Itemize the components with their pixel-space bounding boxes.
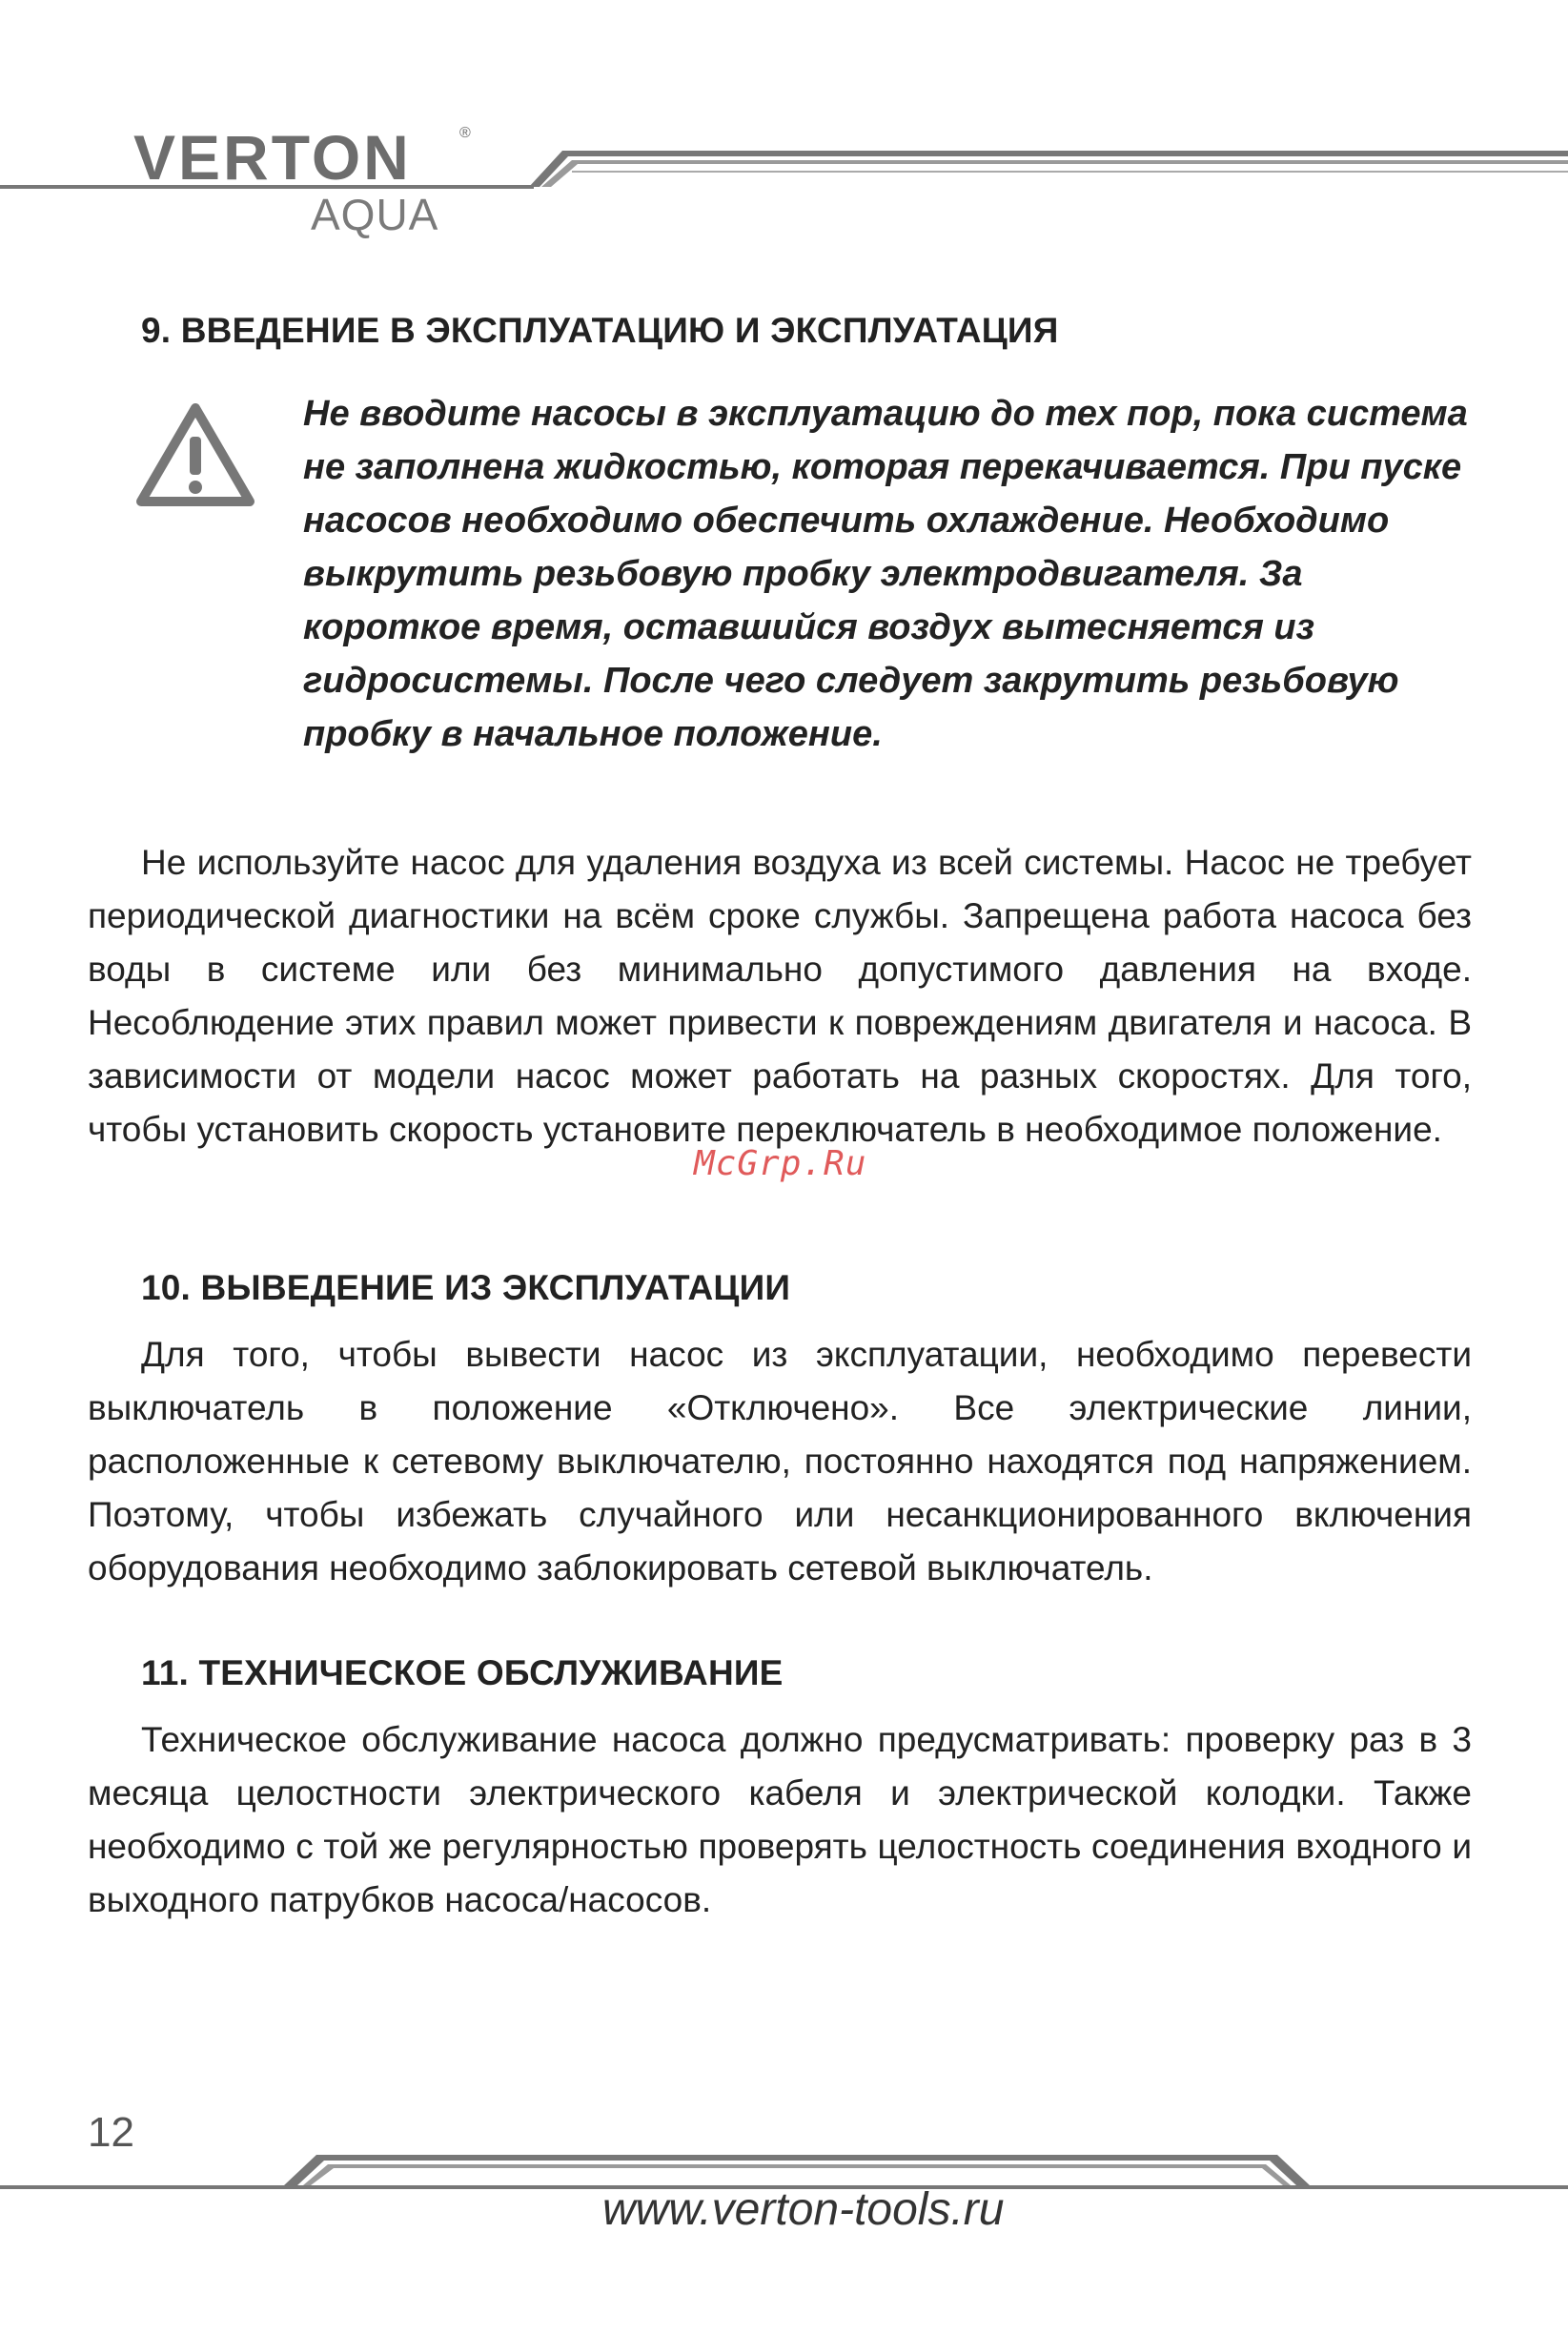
warning-text: Не вводите насосы в эксплуатацию до тех пор, пока система не заполнена жидкостью, которая перекачивается. При пуске насосов необходимо обеспечить охлаждение. Необходимо выкрутить резьбовую пробку электродвигателя. За короткое время, оставшийся воздух вытесняется из гидросистемы. После чего следует закрутить резьбовую пробку в начальное положение. <box>303 394 1468 754</box>
logo-brand-text: VERTON <box>133 122 412 193</box>
watermark: McGrp.Ru <box>694 1144 867 1183</box>
warning-triangle-icon <box>135 400 255 509</box>
website-url: www.verton-tools.ru <box>602 2184 1005 2235</box>
registered-mark: ® <box>459 125 471 141</box>
section-9-title: 9. ВВЕДЕНИЕ В ЭКСПЛУАТАЦИЮ И ЭКСПЛУАТАЦИЯ <box>141 311 1059 350</box>
logo-sub-text: AQUA <box>311 190 439 239</box>
section-10-body: Для того, чтобы вывести насос из эксплуатации, необходимо перевести выключатель в положение «Отключено». Все электрические линии, расположенные к сетевому выключателю, постоянно находятся под напряжением. Поэтому, чтобы избежать случайного или несанкционированного включения оборудования необходимо заблокировать сетевой выключатель. <box>88 1335 1472 1587</box>
page-number: 12 <box>88 2109 134 2156</box>
section-11-title: 11. ТЕХНИЧЕСКОЕ ОБСЛУЖИВАНИЕ <box>141 1653 784 1692</box>
section-11-body: Техническое обслуживание насоса должно предусматривать: проверку раз в 3 месяца целостности электрического кабеля и электрической колодки. Также необходимо с той же регулярностью проверять целостность соединения входного и выходного патрубков насоса/насосов. <box>88 1720 1472 1919</box>
section-9-body: Не используйте насос для удаления воздуха из всей системы. Насос не требует периодической диагностики на всём сроке службы. Запрещена работа насоса без воды в системе или без минимально допустимого давления на входе. Несоблюдение этих правил может привести к повреждениям двигателя и насоса. В зависимости от модели насос может работать на разных скоростях. Для того, чтобы установить скорость установите переключатель в необходимое положение. <box>88 843 1472 1149</box>
header-decor-lines <box>0 143 1568 191</box>
section-10-title: 10. ВЫВЕДЕНИЕ ИЗ ЭКСПЛУАТАЦИИ <box>141 1268 791 1307</box>
